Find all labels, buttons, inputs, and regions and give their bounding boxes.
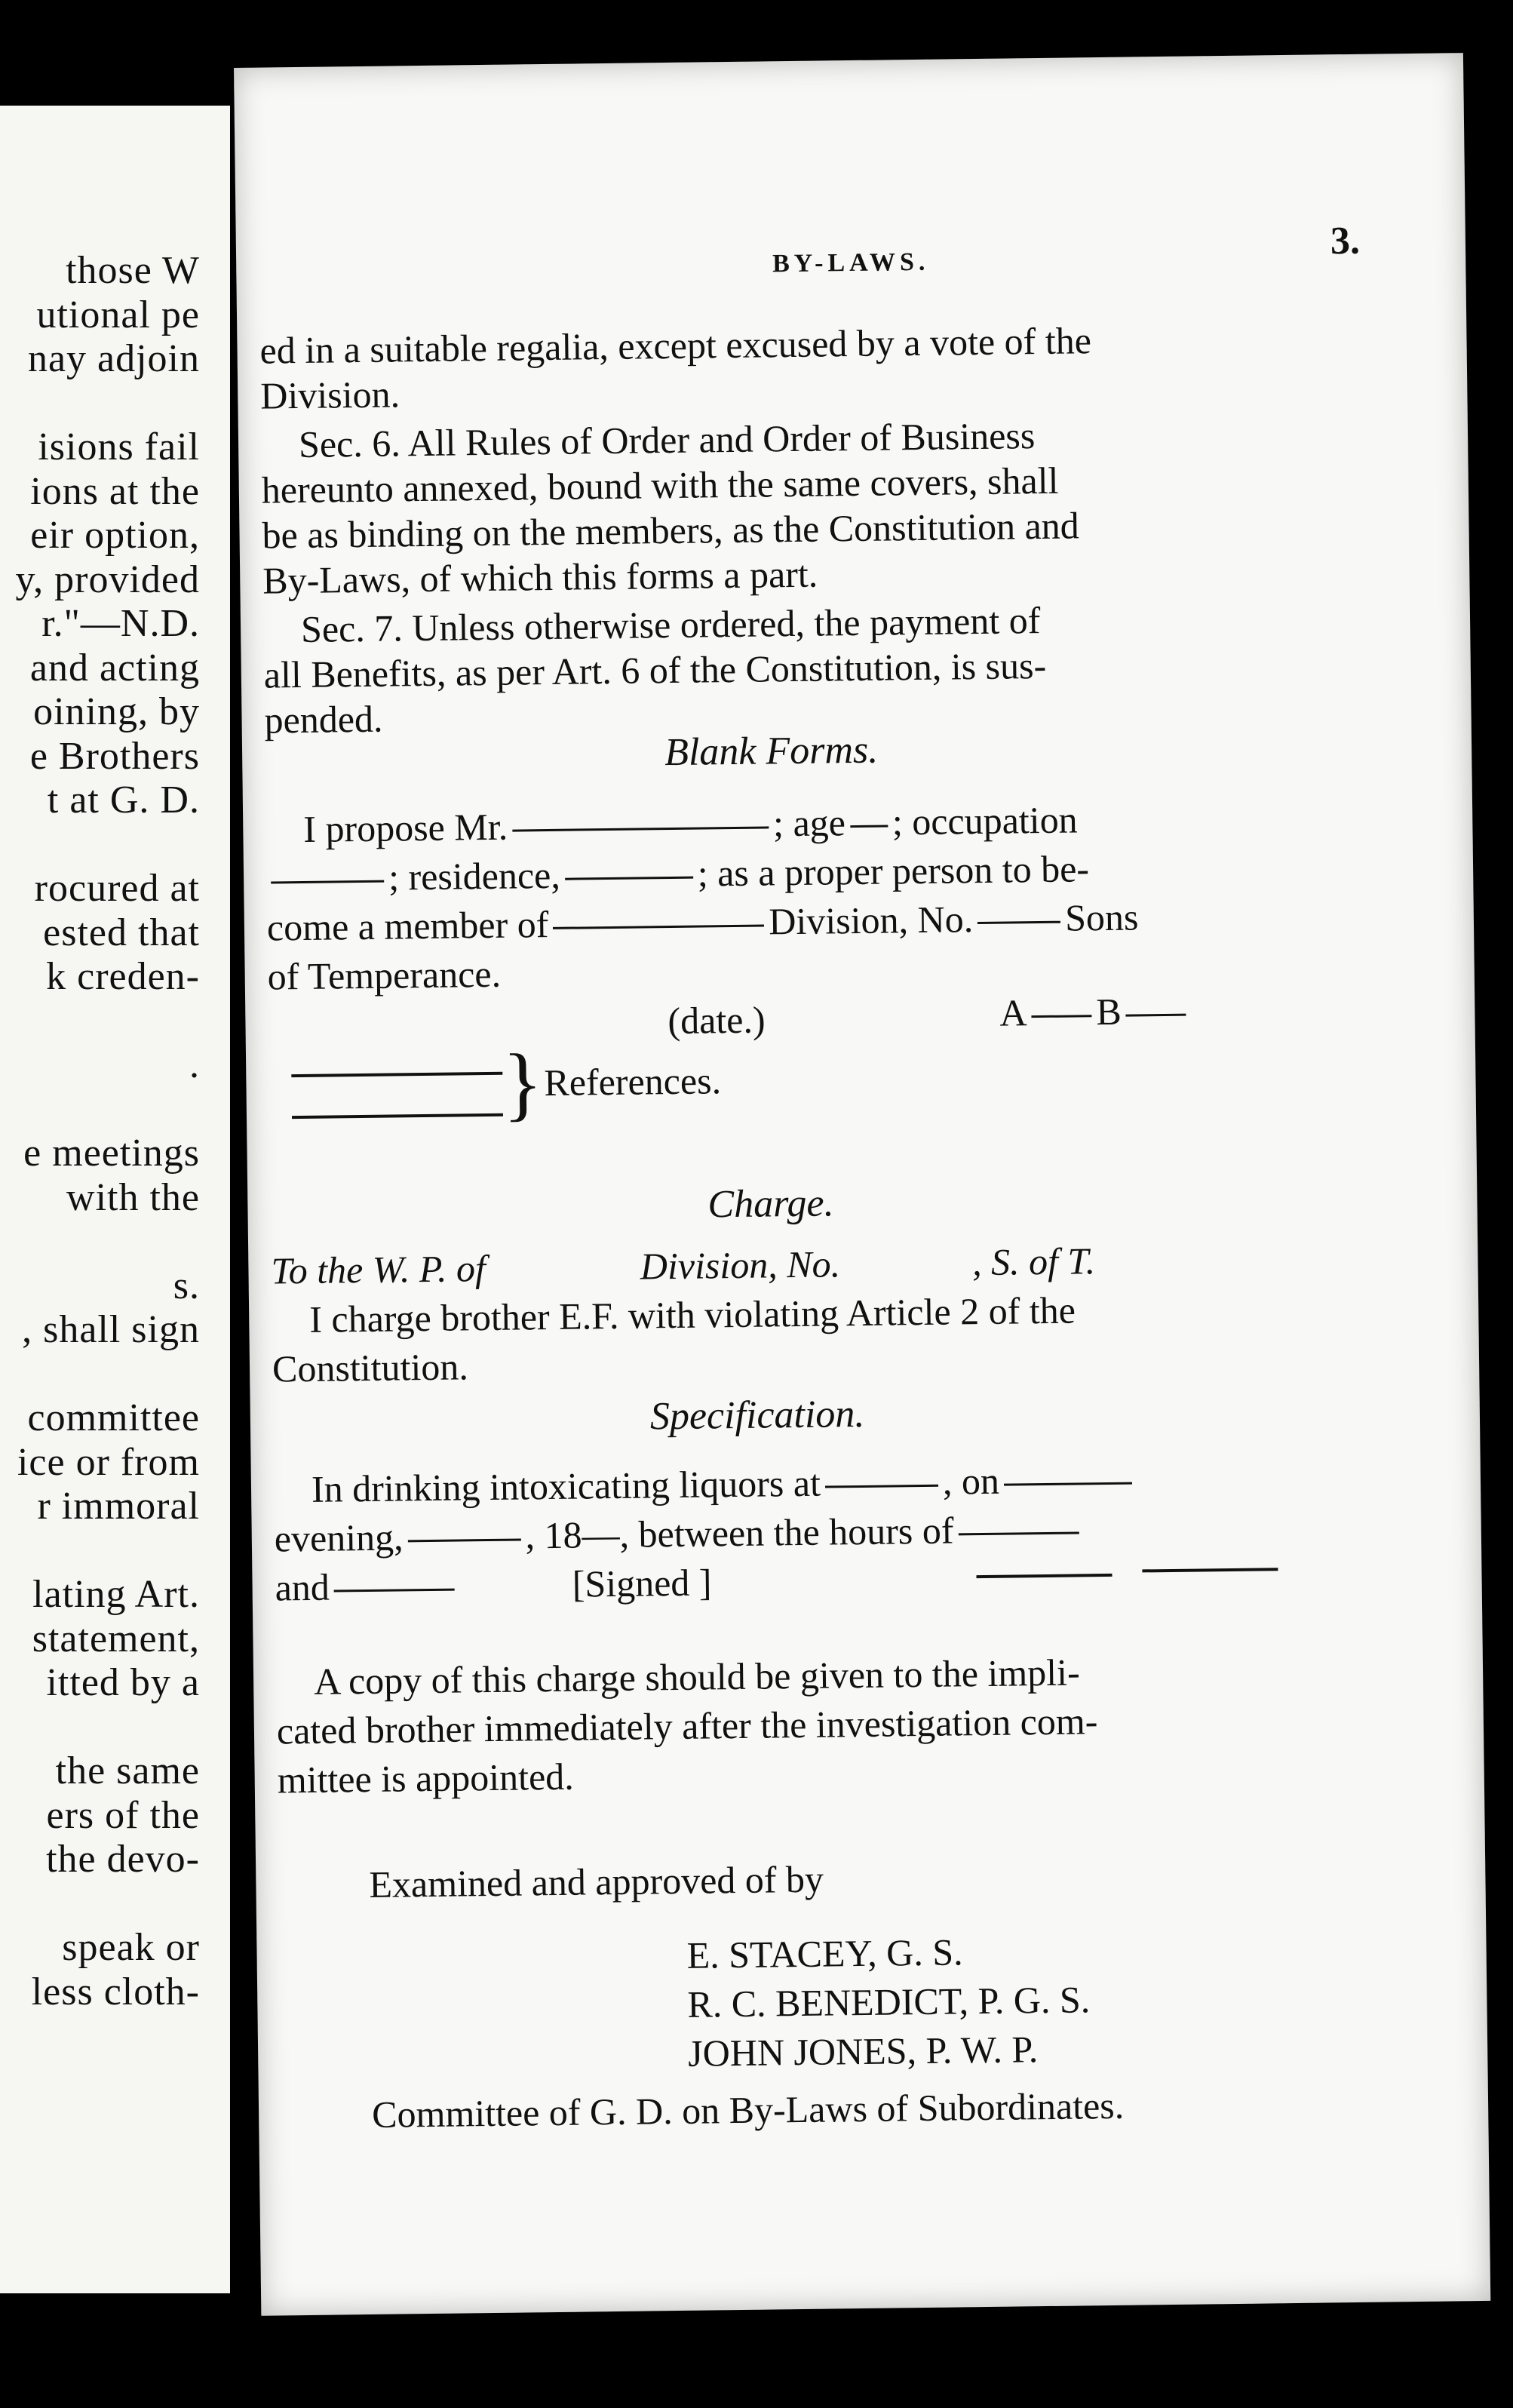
signature-blank-1 xyxy=(976,1574,1112,1578)
spec-text-b: , on xyxy=(942,1459,1000,1503)
approval-intro: Examined and approved of by xyxy=(369,1857,824,1906)
left-page-line: itted by a xyxy=(46,1661,200,1704)
specification-line-1 xyxy=(312,1457,1137,1512)
left-page-line: , shall sign xyxy=(22,1308,200,1351)
charge-addressee xyxy=(271,1238,1095,1293)
left-page-line: less cloth- xyxy=(31,1970,200,2013)
bylaws-line: pended. xyxy=(264,697,383,742)
left-page-line: eir option, xyxy=(30,514,200,557)
spec-text-c: evening, xyxy=(274,1516,404,1560)
bylaws-line: Sec. 7. Unless otherwise ordered, the payment of xyxy=(300,598,1041,650)
left-page-line: oining, by xyxy=(33,690,200,733)
left-page-line: r immoral xyxy=(37,1485,200,1528)
bylaws-line: be as binding on the members, as the Constitution and xyxy=(262,504,1080,557)
left-page-line: the devo- xyxy=(46,1838,200,1881)
signature-initials xyxy=(999,988,1191,1036)
place-blank xyxy=(825,1485,938,1488)
proposal-text-d: ; residence, xyxy=(388,853,561,898)
initial-a-blank xyxy=(1032,1015,1092,1018)
signature-blank-2 xyxy=(1142,1568,1278,1572)
committee-line: Committee of G. D. on By-Laws of Subordinates. xyxy=(371,2084,1125,2136)
left-page-line: statement, xyxy=(32,1617,200,1660)
date-label: (date.) xyxy=(668,998,766,1043)
proposal-text-b: ; age xyxy=(772,801,846,845)
page-number: 3. xyxy=(1330,219,1361,263)
bylaws-line: Sec. 6. All Rules of Order and Order of Business xyxy=(298,414,1036,465)
age-blank xyxy=(850,825,888,828)
left-page-line: k creden- xyxy=(46,955,200,998)
specification-line-2 xyxy=(274,1506,1083,1561)
bylaws-line: hereunto annexed, bound with the same covers, shall xyxy=(261,459,1059,511)
residence-blank xyxy=(565,877,693,880)
approver-3: JOHN JONES, P. W. P. xyxy=(687,2028,1039,2075)
bylaws-line: By-Laws, of which this forms a part. xyxy=(262,552,818,602)
left-page-line: committee xyxy=(27,1396,200,1439)
running-header: BY-LAWS. xyxy=(772,247,930,278)
addressee-c: , S. of T. xyxy=(971,1239,1096,1284)
left-page-line: utional pe xyxy=(36,293,200,336)
left-page-line: e Brothers xyxy=(29,734,200,778)
bylaws-line: all Benefits, as per Art. 6 of the Constitution, is sus- xyxy=(263,643,1047,696)
left-page-line: . xyxy=(189,1043,200,1086)
left-page-line: those W xyxy=(66,249,200,292)
reference-blank-1 xyxy=(291,1072,502,1077)
bylaws-body xyxy=(234,53,1463,742)
left-page-line: isions fail xyxy=(38,425,200,468)
left-page-line: t at G. D. xyxy=(47,779,200,822)
proposal-text-a: I propose Mr. xyxy=(302,805,508,850)
proposal-line-3 xyxy=(267,894,1139,950)
occupation-blank xyxy=(271,880,384,884)
left-page-line: ice or from xyxy=(17,1440,200,1484)
charge-heading: Charge. xyxy=(707,1181,834,1227)
left-page-line: ested that xyxy=(43,911,200,954)
spec-text-d: , 18—, between the hours of xyxy=(525,1509,954,1557)
name-blank xyxy=(512,826,769,831)
addressee-b: Division, No. xyxy=(640,1242,841,1288)
left-page-line: lating Art. xyxy=(32,1573,200,1616)
reference-blank-2 xyxy=(292,1113,503,1119)
proposal-line-4: of Temperance. xyxy=(267,952,502,998)
charge-line-1: I charge brother E.F. with violating Article 2 of the xyxy=(308,1288,1076,1341)
division-blank xyxy=(553,925,764,929)
hour-to-blank xyxy=(334,1589,455,1593)
approver-1: E. STACEY, G. S. xyxy=(686,1930,963,1976)
left-page-line: y, provided xyxy=(15,557,200,601)
left-page-line: s. xyxy=(173,1264,200,1307)
note-line-1: A copy of this charge should be given to the impli- xyxy=(313,1651,1080,1703)
left-page-line: the same xyxy=(55,1749,200,1792)
proposal-text-e: ; as a proper person to be- xyxy=(697,847,1090,895)
blank-forms-heading: Blank Forms. xyxy=(664,728,879,775)
proposal-line-1 xyxy=(303,797,1078,852)
day-blank xyxy=(1004,1482,1132,1486)
number-blank xyxy=(977,921,1060,924)
proposal-text-g: Division, No. xyxy=(768,898,974,943)
left-page-line: ers of the xyxy=(46,1793,200,1837)
specification-heading: Specification. xyxy=(649,1392,865,1439)
initial-b: B xyxy=(1096,990,1122,1034)
proposal-text-h: Sons xyxy=(1064,895,1139,939)
proposal-text-c: ; occupation xyxy=(892,798,1078,843)
initial-b-blank xyxy=(1126,1014,1186,1017)
left-page-line: and acting xyxy=(29,646,200,690)
signed-label: [Signed ] xyxy=(572,1561,712,1605)
spec-text-e: and xyxy=(275,1565,330,1609)
charge-line-2: Constitution. xyxy=(272,1345,469,1390)
specification-line-3 xyxy=(275,1559,712,1610)
initial-a: A xyxy=(999,991,1027,1034)
brace-icon: } xyxy=(502,1037,544,1129)
proposal-line-2 xyxy=(266,846,1090,901)
left-page-line: ions at the xyxy=(30,469,200,513)
bylaws-line: ed in a suitable regalia, except excused by a vote of the xyxy=(259,319,1092,372)
note-line-3: mittee is appointed. xyxy=(277,1755,575,1801)
approver-2: R. C. BENEDICT, P. G. S. xyxy=(687,1978,1091,2026)
references-label: References. xyxy=(544,1059,722,1104)
bylaws-line: Division. xyxy=(259,373,400,417)
left-page-line: nay adjoin xyxy=(27,337,200,380)
note-line-2: cated brother immediately after the investigation com- xyxy=(276,1700,1098,1752)
left-page-line: with the xyxy=(66,1175,200,1219)
right-page xyxy=(234,53,1490,2316)
left-page-line: speak or xyxy=(62,1926,200,1969)
hour-from-blank xyxy=(959,1531,1079,1535)
left-page xyxy=(0,106,230,2293)
spec-text-a: In drinking intoxicating liquors at xyxy=(311,1461,821,1510)
evening-date-blank xyxy=(408,1539,521,1543)
left-page-line: e meetings xyxy=(23,1132,200,1175)
left-page-line: rocured at xyxy=(34,867,200,910)
proposal-text-f: come a member of xyxy=(266,902,549,949)
addressee-a: To the W. P. of xyxy=(271,1247,486,1292)
left-page-line: r."—N.D. xyxy=(41,602,200,645)
